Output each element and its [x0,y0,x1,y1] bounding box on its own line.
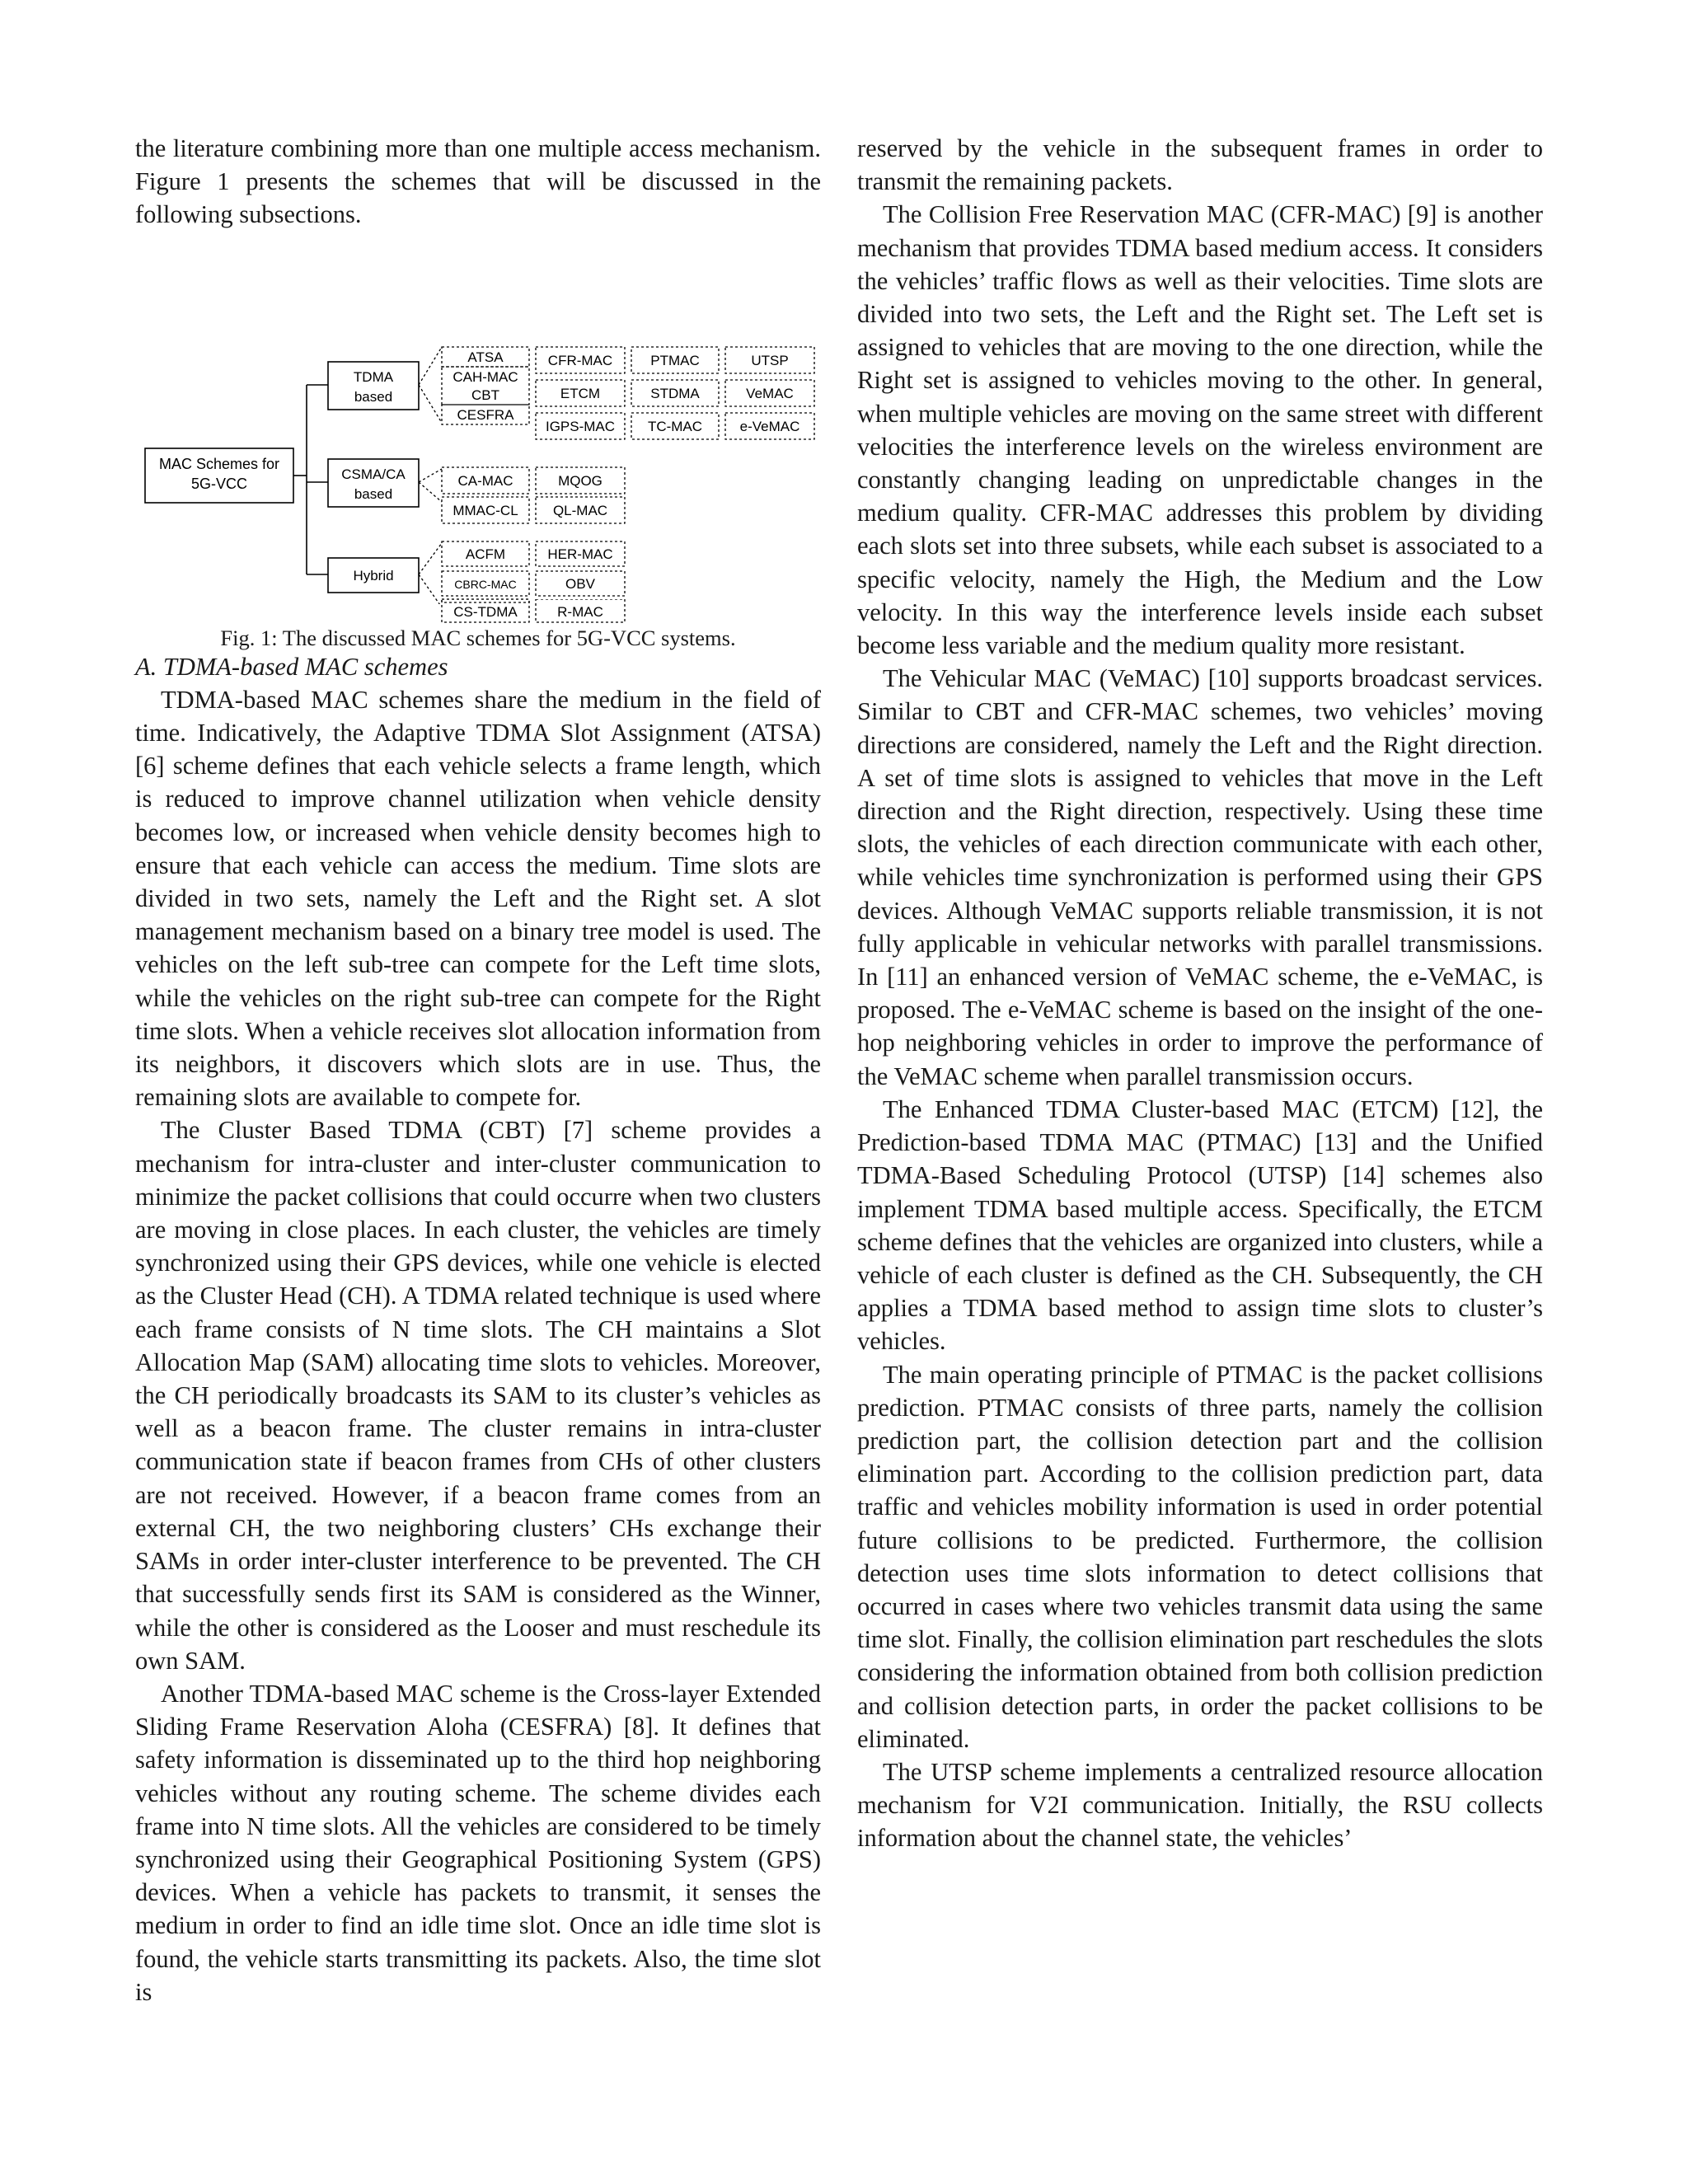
item-r-mac: R-MAC [557,603,603,620]
item-stdma: STDMA [650,385,700,401]
item-cbrc-mac: CBRC-MAC [454,577,517,591]
item-vemac: VeMAC [746,385,794,401]
intro-paragraph: the literature combining more than one multiple access mechanism. Figure 1 presents the schemes that will be discussed in the following subsections. [135,134,821,229]
figure-caption: Fig. 1: The discussed MAC schemes for 5G-VCC systems. [220,625,736,650]
item-etcm: ETCM [560,385,601,401]
item-atsa: ATSA [467,349,504,365]
item-ca-mac: CA-MAC [457,472,513,489]
tdma-label-2: based [354,388,393,405]
mac-schemes-diagram [135,232,821,604]
item-mmac-cl: MMAC-CL [452,502,518,518]
item-igps-mac: IGPS-MAC [545,418,616,434]
right-column [857,132,1543,1855]
csma-label-1: CSMA/CA [341,466,406,482]
item-e-vemac: e-VeMAC [739,418,800,434]
right-paragraph-5: The UTSP scheme implements a centralized resource allocation mechanism for V2I communication. Initially, the RSU collects information about the channel state, the vehicles’ [857,1757,1543,1853]
item-ql-mac: QL-MAC [552,502,608,518]
right-paragraph-1: The Collision Free Reservation MAC (CFR-MAC) [9] is another mechanism that provides TDMA based medium access. It considers the vehicles’ traffic flows as well as their velocities. Time slots are divided into two sets, the Left and the Right set. The Left set is assigned to vehicles that are moving to the one direction, while the Right set is assigned to vehicles moving to the other. In general, when multiple vehicles are moving on the same street with different velocities the interference levels on the wireless environment are constantly changing leading on unpredictable changes in the medium quality. CFR-MAC addresses this problem by dividing each slots set into three subsets, while each subset is associated to a specific velocity, namely the High, the Medium and the Low velocity. In this way the interference levels inside each subset become less variable and the medium quality more resistant. [857,200,1543,660]
item-cbt: CBT [471,387,499,403]
item-tc-mac: TC-MAC [647,418,703,434]
left-paragraph-2: The Cluster Based TDMA (CBT) [7] scheme provides a mechanism for intra-cluster and inter-cluster communication to minimize the packet collisions that could occurre when two clusters are moving in close places. In each cluster, the vehicles are timely synchronized using their GPS devices, while one vehicle is elected as the Cluster Head (CH). A TDMA related technique is used where each frame consists of N time slots. The CH maintains a Slot Allocation Map (SAM) allocating time slots to vehicles. Moreover, the CH periodically broadcasts its SAM to its cluster’s vehicles as well as a beacon frame. The cluster remains in intra-cluster communication state if beacon frames from CHs of other clusters are not received. However, if a beacon frame comes from an external CH, the two neighboring clusters’ CHs exchange their SAMs in order inter-cluster interference to be prevented. The CH that successfully sends first its SAM is considered as the Winner, while the other is considered as the Looser and must reschedule its own SAM. [135,1116,821,1675]
right-paragraph-3: The Enhanced TDMA Cluster-based MAC (ETCM) [12], the Prediction-based TDMA MAC (PTMAC) [13] and the Unified TDMA-Based Scheduling Protocol (UTSP) [14] schemes also implement TDMA based multiple access. Specifically, the ETCM scheme defines that the vehicles are organized into clusters, while a vehicle of each cluster is defined as the CH. Subsequently, the CH applies a TDMA based method to assign time slots to cluster’s vehicles. [857,1094,1543,1356]
right-continuation: reserved by the vehicle in the subsequent frames in order to transmit the remaining packets. [857,134,1543,196]
left-paragraph-3: Another TDMA-based MAC scheme is the Cross-layer Extended Sliding Frame Reservation Aloha (CESFRA) [8]. It defines that safety information is disseminated up to the third hop neighboring vehicles without any routing scheme. The scheme divides each frame into N time slots. All the vehicles are considered to be timely synchronized using their Geographical Positioning System (GPS) devices. When a vehicle has packets to transmit, it senses the medium in order to find an idle time slot. Once an idle time slot is found, the vehicle starts transmitting its packets. Also, the time slot is [135,1679,821,2006]
section-heading: A. TDMA-based MAC schemes [135,652,448,681]
root-label-1: MAC Schemes for [158,455,280,472]
figure-1 [135,232,821,604]
figure-last-row [135,599,821,626]
item-cs-tdma: CS-TDMA [453,603,518,620]
item-mqog: MQOG [558,472,603,489]
item-cfr-mac: CFR-MAC [547,352,613,368]
item-cah-mac: CAH-MAC [452,368,518,385]
right-paragraph-2: The Vehicular MAC (VeMAC) [10] supports broadcast services. Similar to CBT and CFR-MAC schemes, two vehicles’ moving directions are considered, namely the Left and the Right direction. A set of time slots is assigned to vehicles that move in the Left direction and the Right direction, respectively. Using these time slots, the vehicles of each direction communicate with each other, while vehicles time synchronization is performed using their GPS devices. Although VeMAC supports reliable transmission, it is not fully applicable in vehicular networks with parallel transmissions. In [11] an enhanced version of VeMAC scheme, the e-VeMAC, is proposed. The e-VeMAC scheme is based on the insight of the one-hop neighboring vehicles in order to improve the performance of the VeMAC scheme when parallel transmission occurs. [857,664,1543,1090]
item-cesfra: CESFRA [457,406,514,423]
item-obv: OBV [565,575,595,592]
item-her-mac: HER-MAC [547,546,613,562]
hybrid-label: Hybrid [353,567,394,583]
left-column [135,132,821,2008]
item-acfm: ACFM [465,546,506,562]
right-paragraph-4: The main operating principle of PTMAC is the packet collisions prediction. PTMAC consists of three parts, namely the collision prediction part, the collision detection part and the collision elimination part. According to the collision prediction part, data traffic and vehicles mobility information is used in order potential future collisions to be predicted. Furthermore, the collision detection uses time slots information to detect collisions that occurred in cases where two vehicles transmit data using the same time slot. Finally, the collision elimination part reschedules the slots considering the information obtained from both collision prediction and collision detection parts, in order the packet collisions to be eliminated. [857,1360,1543,1753]
item-ptmac: PTMAC [650,352,700,368]
left-paragraph-1: TDMA-based MAC schemes share the medium in the field of time. Indicatively, the Adaptive TDMA Slot Assignment (ATSA) [6] scheme defines that each vehicle selects a frame length, which is reduced to improve channel utilization when vehicle density becomes low, or increased when vehicle density becomes high to ensure that each vehicle can access the medium. Time slots are divided in two sets, namely the Left and the Right set. A slot management mechanism based on a binary tree model is used. The vehicles on the left sub-tree can compete for the Left time slots, while the vehicles on the right sub-tree can compete for the Right time slots. When a vehicle receives slot allocation information from its neighbors, it discovers which slots are in use. Thus, the remaining slots are available to compete for. [135,685,821,1112]
csma-label-2: based [354,485,393,502]
figure-last-row-svg [135,599,821,626]
tdma-label-1: TDMA [353,368,394,385]
item-utsp: UTSP [751,352,789,368]
root-label-2: 5G-VCC [190,475,248,492]
